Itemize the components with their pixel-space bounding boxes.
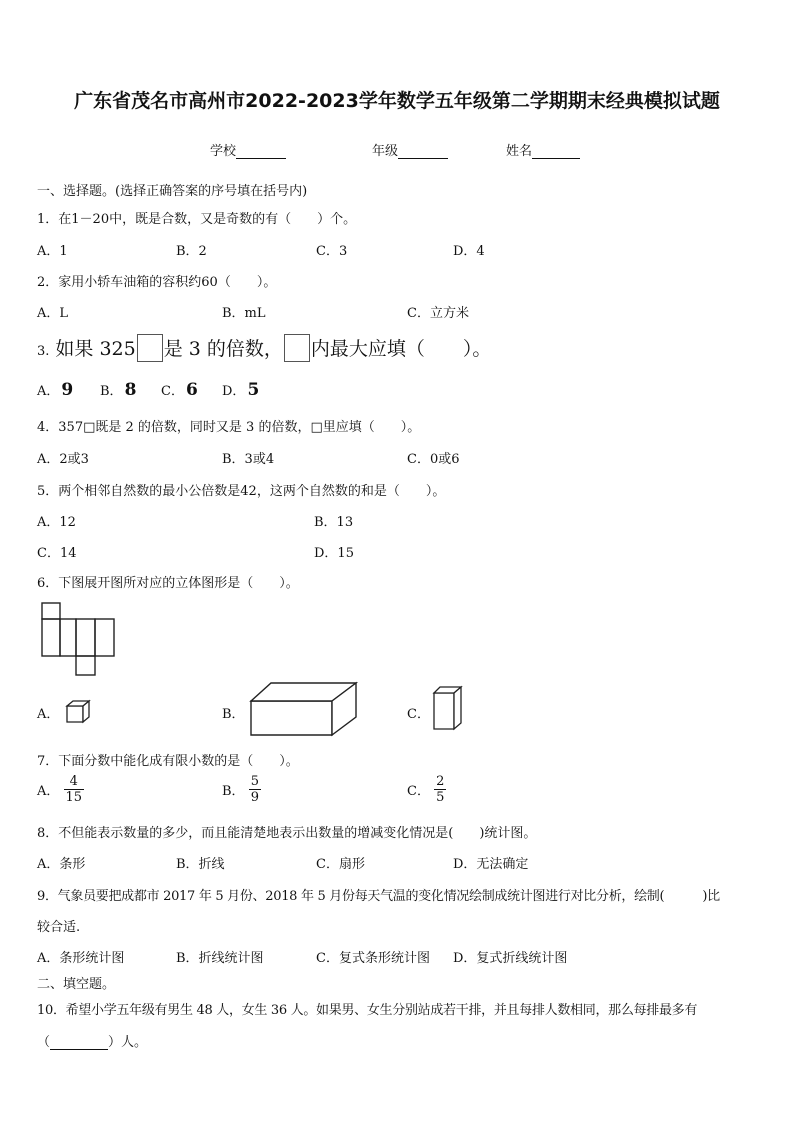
q7-a-numerator: 4	[69, 774, 78, 789]
q8-option-c[interactable]: C．扇形	[316, 857, 365, 872]
q7-option-b-fraction	[249, 774, 261, 805]
q7-c-numerator: 2	[436, 774, 445, 789]
tall-cuboid-figure	[430, 683, 466, 733]
question-9-line-1: 9．气象员要把成都市 2017 年 5 月份、2018 年 5 月份每天气温的变化情况绘制成统计图进行对比分析，绘制( )比	[37, 889, 720, 904]
q7-c-denominator: 5	[436, 790, 445, 805]
q3-option-d-value: 5	[247, 380, 260, 400]
q3-text-2: 是 3 的倍数，	[163, 338, 283, 360]
grade-blank[interactable]	[398, 146, 448, 159]
q3-option-a-letter: A．	[37, 384, 60, 399]
q2-option-c[interactable]: C．立方米	[407, 306, 469, 321]
q3-option-d[interactable]	[222, 380, 259, 400]
school-label: 学校	[210, 144, 237, 159]
question-6: 6．下图展开图所对应的立体图形是（ ）。	[37, 576, 299, 591]
q10-close-text: ）人。	[108, 1035, 148, 1050]
q7-option-c-fraction	[434, 774, 446, 805]
small-cube-figure	[64, 698, 94, 726]
question-7: 7．下面分数中能化成有限小数的是（ ）。	[37, 754, 299, 769]
q7-a-denominator: 15	[65, 790, 83, 805]
q3-option-b[interactable]	[100, 380, 136, 400]
school-field	[210, 140, 286, 159]
question-3	[37, 334, 491, 364]
q10-open-paren: （	[37, 1035, 51, 1050]
name-label: 姓名	[506, 144, 533, 159]
question-2: 2．家用小轿车油箱的容积约60（ ）。	[37, 275, 277, 290]
q3-option-c-letter: C．	[161, 384, 184, 399]
q8-option-a[interactable]: A．条形	[37, 857, 86, 872]
q9-option-c[interactable]: C．复式条形统计图	[316, 951, 430, 966]
question-10-line-2	[37, 1031, 147, 1050]
page-title: 广东省茂名市高州市2022-2023学年数学五年级第二学期期末经典模拟试题	[74, 90, 720, 112]
q8-option-d[interactable]: D．无法确定	[453, 857, 529, 872]
school-blank[interactable]	[236, 146, 286, 159]
q4-option-a[interactable]: A．2或3	[37, 452, 89, 467]
q4-option-b[interactable]: B．3或4	[222, 452, 275, 467]
q10-answer-blank[interactable]	[50, 1037, 108, 1050]
q5-option-c[interactable]: C．14	[37, 546, 77, 561]
q7-option-a-fraction	[64, 774, 85, 805]
q1-option-d[interactable]: D．4	[453, 244, 485, 259]
question-1: 1．在1－20中，既是合数，又是奇数的有（ ）个。	[37, 212, 357, 227]
q2-option-b[interactable]: B．mL	[222, 306, 266, 321]
grade-label: 年级	[372, 144, 399, 159]
q1-option-b[interactable]: B．2	[176, 244, 207, 259]
q9-option-a[interactable]: A．条形统计图	[37, 951, 125, 966]
q3-option-c-value: 6	[185, 380, 198, 400]
q7-option-a[interactable]	[37, 774, 84, 805]
q3-option-b-value: 8	[124, 380, 137, 400]
q7-option-c[interactable]	[407, 774, 446, 805]
q3-option-d-letter: D．	[222, 384, 246, 399]
q6-option-c[interactable]: C．	[407, 707, 430, 722]
q5-option-a[interactable]: A．12	[37, 515, 76, 530]
q3-option-a[interactable]	[37, 380, 73, 400]
cube-net-figure	[38, 600, 118, 680]
q7-option-c-letter: C．	[407, 784, 430, 799]
q3-option-a-value: 9	[61, 380, 74, 400]
q7-b-numerator: 5	[250, 774, 259, 789]
name-field	[506, 140, 580, 159]
q9-option-d[interactable]: D．复式折线统计图	[453, 951, 568, 966]
q5-option-b[interactable]: B．13	[314, 515, 354, 530]
q9-option-b[interactable]: B．折线统计图	[176, 951, 264, 966]
question-5: 5．两个相邻自然数的最小公倍数是42，这两个自然数的和是（ ）。	[37, 484, 446, 499]
question-9-line-2: 较合适.	[37, 920, 81, 935]
q3-blank-box-ref	[284, 334, 310, 362]
question-4: 4．357□既是 2 的倍数，同时又是 3 的倍数，□里应填（ ）。	[37, 420, 421, 435]
q7-option-b[interactable]	[222, 774, 261, 805]
q1-option-a[interactable]: A．1	[37, 244, 68, 259]
q4-option-c[interactable]: C．0或6	[407, 452, 460, 467]
question-10-line-1: 10．希望小学五年级有男生 48 人，女生 36 人。如果男、女生分别站成若干排，并且每排人数相同，那么每排最多有	[37, 1003, 698, 1018]
grade-field	[372, 140, 448, 159]
q6-option-a[interactable]: A．	[37, 707, 60, 722]
q7-b-denominator: 9	[250, 790, 259, 805]
q5-option-d[interactable]: D．15	[314, 546, 354, 561]
q3-option-c[interactable]	[161, 380, 198, 400]
section-1-heading: 一、选择题。(选择正确答案的序号填在括号内)	[37, 184, 308, 199]
q3-blank-box[interactable]	[137, 334, 163, 362]
name-blank[interactable]	[532, 146, 580, 159]
q7-option-b-letter: B．	[222, 784, 245, 799]
q8-option-b[interactable]: B．折线	[176, 857, 225, 872]
section-2-heading: 二、填空题。	[37, 977, 116, 992]
q6-option-b[interactable]: B．	[222, 707, 245, 722]
q3-number: 3.	[37, 344, 50, 359]
q1-option-c[interactable]: C．3	[316, 244, 348, 259]
wide-cuboid-figure	[248, 680, 360, 738]
q7-option-a-letter: A．	[37, 784, 60, 799]
q3-text-3: 内最大应填（ ）。	[310, 338, 492, 360]
q3-option-b-letter: B．	[100, 384, 123, 399]
q3-text-1: 如果 325	[55, 338, 136, 360]
q2-option-a[interactable]: A．L	[37, 306, 69, 321]
question-8: 8．不但能表示数量的多少，而且能清楚地表示出数量的增减变化情况是( )统计图。	[37, 826, 537, 841]
